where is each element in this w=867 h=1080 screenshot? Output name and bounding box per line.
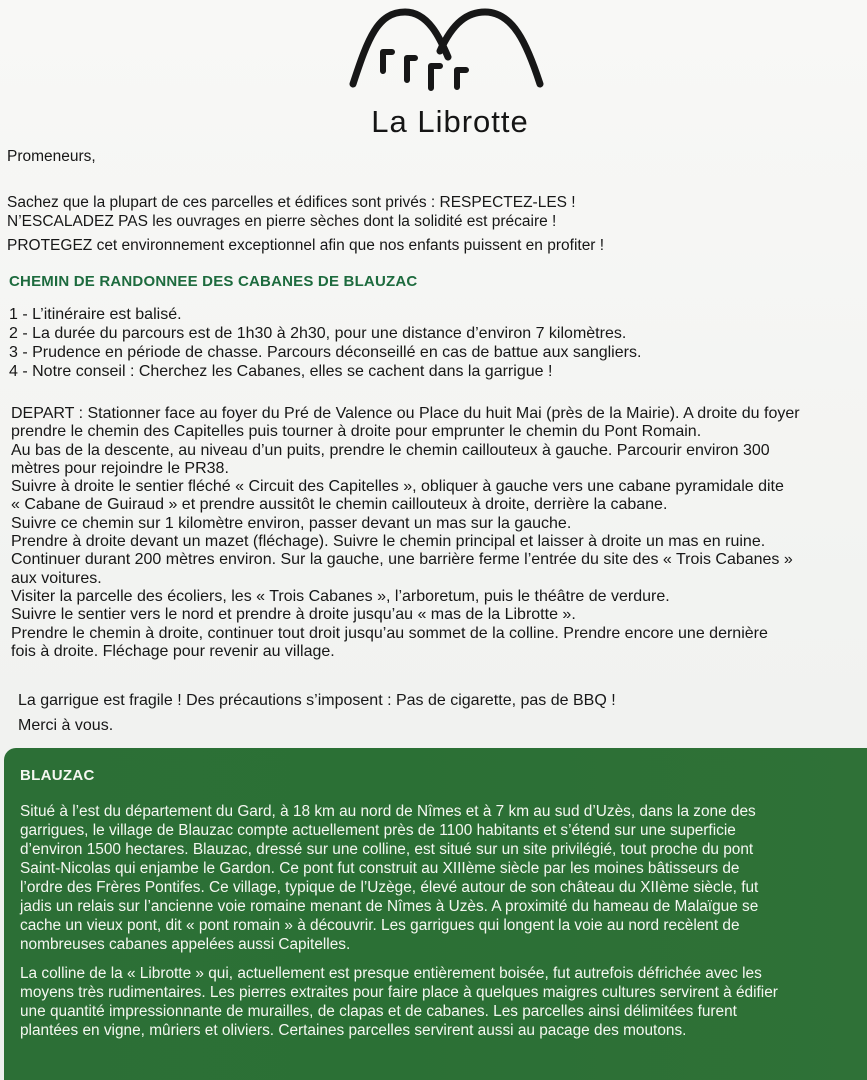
directions-line: Au bas de la descente, au niveau d’un puits, prendre le chemin caillouteux à gauche. Parcourir environ 300 — [11, 441, 770, 459]
paragraph-line: La colline de la « Librotte » qui, actuellement est presque entièrement boisée, fut autrefois défrichée avec les — [20, 965, 762, 982]
paragraph-line: cache un vieux pont, dit « pont romain » à découvrir. Les garrigues qui longent la voie au nord recèlent de — [20, 917, 740, 934]
notice-line-protect: PROTEGEZ cet environnement exceptionnel afin que nos enfants puissent en profiter ! — [7, 237, 605, 254]
directions-line: aux voitures. — [11, 569, 102, 587]
paragraph-line: Situé à l’est du département du Gard, à 18 km au nord de Nîmes et à 7 km au sud d’Uzès, dans la zone des — [20, 803, 756, 820]
directions-line: DEPART : Stationner face au foyer du Pré de Valence ou Place du huit Mai (près de la Mairie). A droite du foyer — [11, 405, 800, 422]
paragraph-line: jadis un relais sur l’ancienne voie romaine menant de Nîmes à Uzès. A proximité du hameau de Malaïgue se — [20, 898, 759, 915]
directions-line: Prendre le chemin à droite, continuer tout droit jusqu’au sommet de la colline. Prendre encore une dernière — [11, 624, 768, 642]
paragraph-line: moyens très rudimentaires. Les pierres extraites pour faire place à quelques maigres cultures servirent à édifier — [20, 984, 778, 1001]
list-item: 4 - Notre conseil : Cherchez les Cabanes, elles se cachent dans la garrigue ! — [9, 363, 553, 380]
blauzac-paragraph-1 — [20, 802, 865, 954]
paragraph-line: plantées en vigne, mûriers et oliviers. Certaines parcelles servirent aussi au pacage des moutons. — [20, 1022, 687, 1039]
route-rules-list — [9, 305, 641, 381]
directions-line: Prendre à droite devant un mazet (fléchage). Suivre le chemin principal et laisser à droite un mas en ruine. — [11, 533, 766, 551]
directions-line: Suivre le sentier vers le nord et prendre à droite jusqu’au « mas de la Librotte ». — [11, 606, 576, 624]
route-title: CHEMIN DE RANDONNEE DES CABANES DE BLAUZAC — [9, 273, 418, 290]
directions-line: mètres pour rejoindre le PR38. — [11, 459, 229, 477]
blauzac-paragraph-2 — [20, 964, 865, 1040]
directions-line: fois à droite. Fléchage pour revenir au village. — [11, 642, 335, 660]
fire-warning: La garrigue est fragile ! Des précautions s’imposent : Pas de cigarette, pas de BBQ ! — [18, 692, 616, 709]
paragraph-line: garrigues, le village de Blauzac compte actuellement près de 1100 habitants et s’étend sur une superficie — [20, 822, 736, 839]
blauzac-info-panel — [4, 748, 867, 1080]
directions-line: Suivre à droite le sentier fléché « Circuit des Capitelles », obliquer à gauche vers une cabane pyramidale dite — [11, 478, 784, 496]
directions-line: prendre le chemin des Capitelles puis tourner à droite pour emprunter le chemin du Pont Romain. — [11, 423, 702, 441]
paragraph-line: une quantité impressionnante de murailles, de clapas et de cabanes. Les parcelles ainsi délimitées furent — [20, 1003, 737, 1020]
notice-line-private: Sachez que la plupart de ces parcelles et édifices sont privés : RESPECTEZ-LES ! — [7, 194, 576, 211]
directions-line: Continuer durant 200 mètres environ. Sur la gauche, une barrière ferme l’entrée du site des « Trois Cabanes » — [11, 551, 793, 569]
la-librotte-logo — [345, 0, 555, 146]
list-item: 3 - Prudence en période de chasse. Parcours déconseillé en cas de battue aux sangliers. — [9, 344, 642, 361]
notice-line-climb: N’ESCALADEZ PAS les ouvrages en pierre sèches dont la solidité est précaire ! — [7, 213, 557, 230]
paragraph-line: d’environ 1500 hectares. Blauzac, dressé sur une colline, est situé sur un site privilégié, tout proche du pont — [20, 841, 754, 858]
paragraph-line: l’ordre des Frères Pontifes. Ce village, typique de l’Uzège, élevé autour de son château du XIIème siècle, fut — [20, 879, 759, 896]
list-item: 2 - La durée du parcours est de 1h30 à 2h30, pour une distance d’environ 7 kilomètres. — [9, 325, 627, 342]
directions-line: « Cabane de Guiraud » et prendre aussitôt le chemin caillouteux à droite, derrière la cabane. — [11, 496, 668, 514]
paragraph-line: nombreuses cabanes appelées aussi Capitelles. — [20, 936, 351, 953]
logo-title: La Librotte — [371, 104, 529, 139]
list-item: 1 - L’itinéraire est balisé. — [9, 306, 182, 323]
greeting: Promeneurs, — [7, 148, 96, 165]
directions-line: Visiter la parcelle des écoliers, les « Trois Cabanes », l’arboretum, puis le théâtre de verdure. — [11, 587, 670, 605]
paragraph-line: Saint-Nicolas qui enjambe le Gardon. Ce pont fut construit au XIIIème siècle par les moines bâtisseurs de — [20, 860, 740, 877]
arch-logo-icon — [345, 0, 555, 110]
route-directions — [11, 405, 867, 661]
directions-line: Suivre ce chemin sur 1 kilomètre environ, passer devant un mas sur la gauche. — [11, 514, 572, 532]
thanks-text: Merci à vous. — [18, 717, 114, 734]
panel-title: BLAUZAC — [20, 767, 95, 784]
